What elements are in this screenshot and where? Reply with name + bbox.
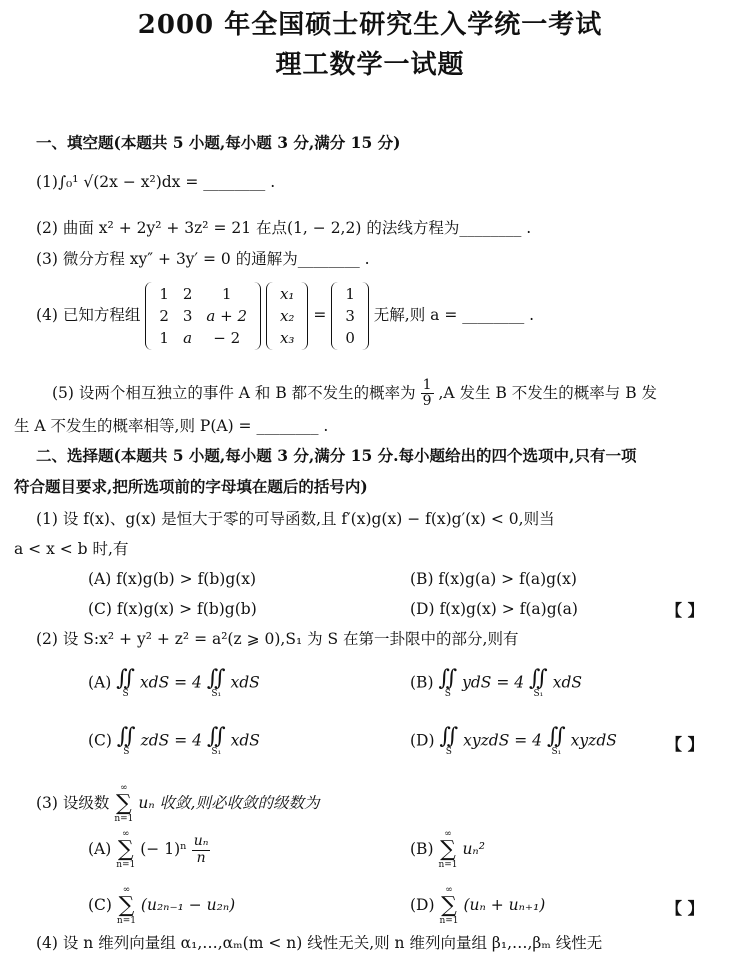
matrix-cell: 1 <box>159 285 169 303</box>
sum-upper: ∞ <box>122 829 130 839</box>
answer-bracket: 【 】 <box>666 735 704 754</box>
double-integral: ∬ S₁ <box>206 724 226 757</box>
series-term: (uₙ + uₙ₊₁) <box>463 896 546 914</box>
answer-bracket: 【 】 <box>666 899 704 918</box>
summation: ∞ ∑ n=1 <box>114 783 134 824</box>
option-label: (C) <box>88 896 112 914</box>
question-1-3: (3) 微分方程 xy″ + 3y′ = 0 的通解为________ . <box>36 250 370 268</box>
question-2-1-line2: a < x < b 时,有 <box>14 540 129 558</box>
matrix-cell: 1 <box>159 329 169 347</box>
question-2-2: (2) 设 S:x² + y² + z² = a²(z ⩾ 0),S₁ 为 S 在第一卦限中的部分,则有 <box>36 630 519 648</box>
matrix-cell: 2 <box>159 307 169 325</box>
integrand: zdS = 4 <box>140 731 202 750</box>
option-label: (B) <box>410 673 434 692</box>
summation: ∞ ∑ n=1 <box>439 885 459 926</box>
sum-lower: n=1 <box>116 860 136 870</box>
vector-cell: x₂ <box>279 307 295 325</box>
double-integral: ∬ S <box>439 724 459 757</box>
option-2-2-B <box>410 668 582 699</box>
q2-3-suffix: uₙ 收敛,则必收敛的级数为 <box>138 794 320 812</box>
sum-lower: n=1 <box>439 916 459 926</box>
option-2-3-A <box>88 830 210 870</box>
matrix-cell: 3 <box>182 307 193 325</box>
option-2-3-B <box>410 830 485 870</box>
vector-cell: x₁ <box>279 285 295 303</box>
vector-cell: 1 <box>345 285 355 303</box>
integral-subscript: S <box>122 689 129 699</box>
double-integral: ∬ S₁ <box>547 724 566 757</box>
option-label: (B) <box>410 840 434 858</box>
fraction-numerator: uₙ <box>193 833 209 850</box>
matrix-cell: 2 <box>182 285 193 303</box>
fraction-denominator: n <box>196 849 206 866</box>
matrix-cell: − 2 <box>213 329 241 347</box>
constant-vector <box>331 282 369 350</box>
summation: ∞ ∑ n=1 <box>116 885 136 926</box>
integrand: xdS <box>230 673 260 692</box>
option-2-2-C <box>88 726 260 757</box>
variable-vector <box>266 282 308 350</box>
option-label: (A) <box>88 673 112 692</box>
option-2-1-C: (C) f(x)g(x) > f(b)g(b) <box>88 600 257 618</box>
integrand: xdS <box>552 673 583 692</box>
series-term: uₙ² <box>462 840 485 858</box>
double-integral: ∬ S <box>438 666 458 699</box>
matrix-cell: a + 2 <box>206 307 248 325</box>
fraction-numerator: 1 <box>422 377 432 393</box>
integral-subscript: S₁ <box>211 689 222 699</box>
question-1-4 <box>36 282 534 350</box>
question-2-4: (4) 设 n 维列向量组 α₁,…,αₘ(m < n) 线性无关,则 n 维列向量组 β₁,…,βₘ 线性无 <box>36 934 603 952</box>
option-2-2-D <box>410 726 617 757</box>
integral-subscript: S <box>445 747 452 757</box>
option-2-1-A: (A) f(x)g(b) > f(b)g(x) <box>88 570 257 588</box>
series-term: (− 1)ⁿ <box>140 840 187 858</box>
integrand: xdS = 4 <box>139 673 202 692</box>
question-2-3 <box>36 784 319 824</box>
question-1-2: (2) 曲面 x² + 2y² + 3z² = 21 在点(1, − 2,2) 的法线方程为________ . <box>36 219 532 237</box>
q1-5-text-b: ,A 发生 B 不发生的概率与 B 发 <box>438 383 658 402</box>
question-1-5-line2: 生 A 不发生的概率相等,则 P(A) = ________ . <box>14 417 329 435</box>
exam-subtitle: 理工数学一试题 <box>275 50 465 80</box>
integral-subscript: S₁ <box>551 747 562 757</box>
sum-upper: ∞ <box>120 783 128 793</box>
double-integral: ∬ S <box>116 724 136 757</box>
double-integral: ∬ S <box>116 666 135 699</box>
integrand: xyzdS = 4 <box>463 731 543 750</box>
q1-4-prefix: (4) 已知方程组 <box>36 306 141 324</box>
section2-header-b: 符合题目要求,把所选项前的字母填在题后的括号内) <box>14 477 368 496</box>
option-2-2-A <box>88 668 260 699</box>
integral-subscript: S₁ <box>211 747 222 757</box>
option-label: (D) <box>410 896 435 914</box>
integral-subscript: S <box>444 689 451 699</box>
series-fraction <box>192 834 211 866</box>
integrand: xdS <box>230 731 260 750</box>
option-2-3-C <box>88 886 235 926</box>
sum-upper: ∞ <box>122 885 131 895</box>
sum-upper: ∞ <box>445 885 453 895</box>
summation: ∞ ∑ n=1 <box>116 829 136 870</box>
sum-lower: n=1 <box>438 860 458 870</box>
equals-sign: = <box>313 306 327 324</box>
sum-lower: n=1 <box>116 916 136 926</box>
q1-5-text-a: (5) 设两个相互独立的事件 A 和 B 都不发生的概率为 <box>52 383 416 402</box>
exam-title: 2000 年全国硕士研究生入学统一考试 <box>137 10 603 40</box>
integrand: xyzdS <box>570 731 617 750</box>
option-label: (D) <box>410 731 435 750</box>
matrix-cell: a <box>183 329 193 347</box>
fraction-one-ninth <box>421 378 434 410</box>
fraction-denominator: 9 <box>422 393 432 410</box>
question-1-5-line1 <box>52 378 657 410</box>
question-1-1: (1)∫₀¹ √(2x − x²)dx = ________ . <box>36 173 276 191</box>
section2-header-a: 二、选择题(本题共 5 小题,每小题 3 分,满分 15 分.每小题给出的四个选项中,只有一项 <box>36 446 637 465</box>
option-2-1-D: (D) f(x)g(x) > f(a)g(a) <box>410 600 578 618</box>
sum-lower: n=1 <box>114 814 134 824</box>
q1-4-suffix: 无解,则 a = ________ . <box>373 306 535 324</box>
answer-bracket: 【 】 <box>666 601 704 620</box>
double-integral: ∬ S₁ <box>206 666 226 699</box>
section1-header: 一、填空题(本题共 5 小题,每小题 3 分,满分 15 分) <box>36 133 401 152</box>
summation: ∞ ∑ n=1 <box>438 829 458 870</box>
option-2-1-B: (B) f(x)g(a) > f(a)g(x) <box>410 570 577 588</box>
sum-upper: ∞ <box>444 829 452 839</box>
integrand: ydS = 4 <box>462 673 525 692</box>
option-label: (A) <box>88 840 112 858</box>
integral-subscript: S <box>123 747 130 757</box>
integral-subscript: S₁ <box>533 689 544 699</box>
matrix-cell: 1 <box>221 285 232 303</box>
option-2-3-D <box>410 886 545 926</box>
double-integral: ∬ S₁ <box>529 666 548 699</box>
option-label: (C) <box>88 731 112 750</box>
question-2-1-line1: (1) 设 f(x)、g(x) 是恒大于零的可导函数,且 f′(x)g(x) − f(x)g′(x) < 0,则当 <box>36 510 555 528</box>
vector-cell: 0 <box>345 329 355 347</box>
series-term: (u₂ₙ₋₁ − u₂ₙ) <box>140 896 236 914</box>
coefficient-matrix <box>145 282 261 350</box>
vector-cell: 3 <box>345 307 355 325</box>
q2-3-prefix: (3) 设级数 <box>36 794 110 812</box>
vector-cell: x₃ <box>279 329 295 347</box>
